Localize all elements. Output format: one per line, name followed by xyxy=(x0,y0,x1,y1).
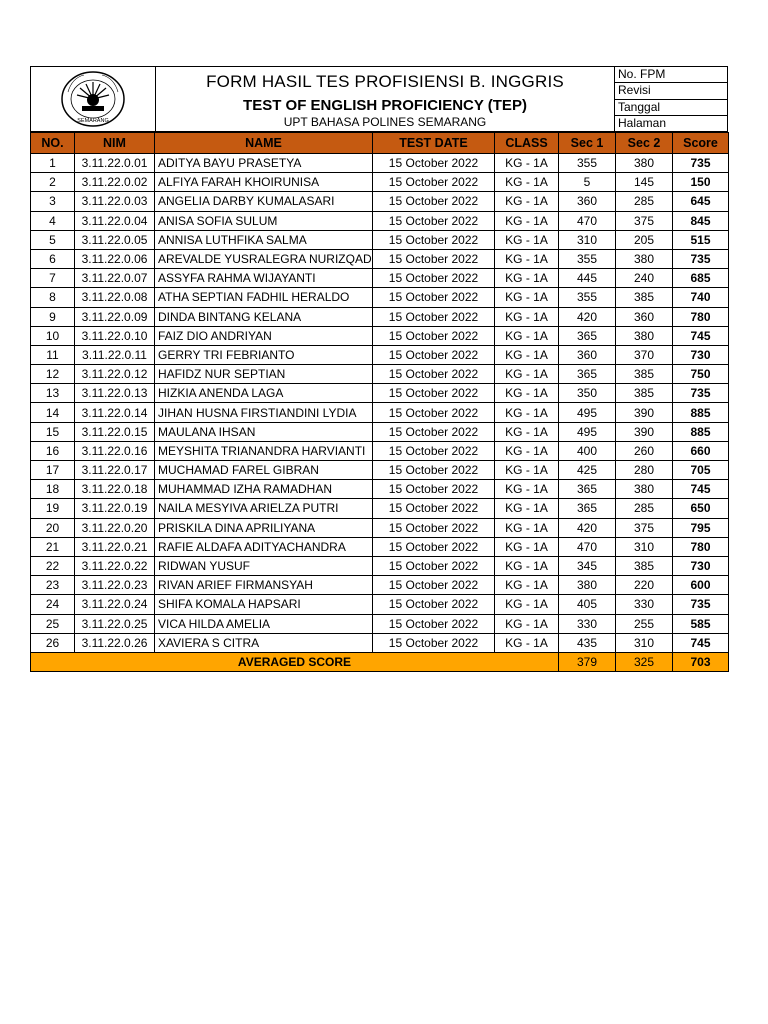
cell-sec1: 365 xyxy=(559,480,616,499)
table-row xyxy=(31,154,729,173)
cell-no: 3 xyxy=(31,192,75,211)
cell-score: 735 xyxy=(673,154,729,173)
cell-nim: 3.11.22.0.16 xyxy=(75,441,155,460)
cell-class: KG - 1A xyxy=(495,461,559,480)
cell-sec2: 205 xyxy=(616,230,673,249)
cell-sec1: 310 xyxy=(559,230,616,249)
cell-nim: 3.11.22.0.20 xyxy=(75,518,155,537)
table-header-row xyxy=(31,133,729,154)
cell-name: ANGELIA DARBY KUMALASARI xyxy=(155,192,373,211)
cell-nim: 3.11.22.0.02 xyxy=(75,173,155,192)
cell-score: 660 xyxy=(673,441,729,460)
cell-score: 745 xyxy=(673,633,729,652)
cell-nim: 3.11.22.0.05 xyxy=(75,230,155,249)
cell-class: KG - 1A xyxy=(495,288,559,307)
cell-sec2: 330 xyxy=(616,595,673,614)
cell-no: 16 xyxy=(31,441,75,460)
cell-nim: 3.11.22.0.11 xyxy=(75,345,155,364)
table-row xyxy=(31,307,729,326)
cell-no: 23 xyxy=(31,576,75,595)
logo-text-bottom: SEMARANG xyxy=(77,118,109,124)
averaged-sec1: 379 xyxy=(559,652,616,671)
form-header xyxy=(30,66,728,132)
cell-sec1: 495 xyxy=(559,422,616,441)
cell-score: 735 xyxy=(673,384,729,403)
cell-class: KG - 1A xyxy=(495,384,559,403)
cell-test-date: 15 October 2022 xyxy=(373,633,495,652)
cell-no: 4 xyxy=(31,211,75,230)
cell-sec2: 385 xyxy=(616,365,673,384)
cell-class: KG - 1A xyxy=(495,633,559,652)
cell-score: 645 xyxy=(673,192,729,211)
cell-name: AREVALDE YUSRALEGRA NURIZQAD xyxy=(155,249,373,268)
cell-name: VICA HILDA AMELIA xyxy=(155,614,373,633)
table-body xyxy=(31,154,729,653)
cell-name: SHIFA KOMALA HAPSARI xyxy=(155,595,373,614)
cell-class: KG - 1A xyxy=(495,173,559,192)
table-row xyxy=(31,173,729,192)
cell-test-date: 15 October 2022 xyxy=(373,345,495,364)
cell-nim: 3.11.22.0.13 xyxy=(75,384,155,403)
cell-no: 11 xyxy=(31,345,75,364)
table-row xyxy=(31,326,729,345)
form-title: FORM HASIL TES PROFISIENSI B. INGGRIS xyxy=(206,72,564,91)
cell-no: 22 xyxy=(31,556,75,575)
cell-sec2: 380 xyxy=(616,154,673,173)
cell-nim: 3.11.22.0.23 xyxy=(75,576,155,595)
cell-name: FAIZ DIO ANDRIYAN xyxy=(155,326,373,345)
cell-test-date: 15 October 2022 xyxy=(373,518,495,537)
cell-test-date: 15 October 2022 xyxy=(373,307,495,326)
table-row xyxy=(31,576,729,595)
cell-name: ANNISA LUTHFIKA SALMA xyxy=(155,230,373,249)
table-row xyxy=(31,633,729,652)
cell-name: MUCHAMAD FAREL GIBRAN xyxy=(155,461,373,480)
cell-class: KG - 1A xyxy=(495,422,559,441)
cell-nim: 3.11.22.0.12 xyxy=(75,365,155,384)
cell-nim: 3.11.22.0.10 xyxy=(75,326,155,345)
cell-no: 2 xyxy=(31,173,75,192)
cell-sec1: 365 xyxy=(559,326,616,345)
cell-class: KG - 1A xyxy=(495,154,559,173)
cell-sec2: 380 xyxy=(616,249,673,268)
cell-name: NAILA MESYIVA ARIELZA PUTRI xyxy=(155,499,373,518)
cell-nim: 3.11.22.0.18 xyxy=(75,480,155,499)
cell-sec2: 220 xyxy=(616,576,673,595)
cell-sec2: 375 xyxy=(616,211,673,230)
cell-sec2: 280 xyxy=(616,461,673,480)
cell-sec1: 400 xyxy=(559,441,616,460)
averaged-label: AVERAGED SCORE xyxy=(31,652,559,671)
cell-sec2: 375 xyxy=(616,518,673,537)
cell-class: KG - 1A xyxy=(495,192,559,211)
col-name: NAME xyxy=(155,133,373,154)
polines-logo-icon xyxy=(60,70,126,128)
cell-test-date: 15 October 2022 xyxy=(373,537,495,556)
cell-class: KG - 1A xyxy=(495,230,559,249)
cell-score: 845 xyxy=(673,211,729,230)
form-unit: UPT BAHASA POLINES SEMARANG xyxy=(283,115,487,129)
cell-score: 745 xyxy=(673,480,729,499)
cell-sec2: 310 xyxy=(616,633,673,652)
cell-test-date: 15 October 2022 xyxy=(373,595,495,614)
cell-score: 685 xyxy=(673,269,729,288)
cell-sec2: 285 xyxy=(616,192,673,211)
cell-sec1: 435 xyxy=(559,633,616,652)
col-class: CLASS xyxy=(495,133,559,154)
table-row xyxy=(31,556,729,575)
cell-score: 750 xyxy=(673,365,729,384)
form-subtitle: TEST OF ENGLISH PROFICIENCY (TEP) xyxy=(243,97,527,114)
cell-nim: 3.11.22.0.14 xyxy=(75,403,155,422)
table-row xyxy=(31,345,729,364)
cell-no: 8 xyxy=(31,288,75,307)
table-row xyxy=(31,384,729,403)
cell-nim: 3.11.22.0.06 xyxy=(75,249,155,268)
cell-score: 705 xyxy=(673,461,729,480)
meta-halaman: Halaman xyxy=(618,115,667,130)
cell-sec2: 285 xyxy=(616,499,673,518)
cell-no: 17 xyxy=(31,461,75,480)
cell-score: 795 xyxy=(673,518,729,537)
cell-class: KG - 1A xyxy=(495,480,559,499)
cell-sec1: 365 xyxy=(559,365,616,384)
cell-sec2: 380 xyxy=(616,480,673,499)
cell-no: 9 xyxy=(31,307,75,326)
tep-result-form xyxy=(30,66,728,672)
table-row xyxy=(31,480,729,499)
cell-class: KG - 1A xyxy=(495,576,559,595)
cell-name: RAFIE ALDAFA ADITYACHANDRA xyxy=(155,537,373,556)
col-sec2: Sec 2 xyxy=(616,133,673,154)
cell-nim: 3.11.22.0.15 xyxy=(75,422,155,441)
cell-class: KG - 1A xyxy=(495,595,559,614)
cell-score: 600 xyxy=(673,576,729,595)
cell-name: ADITYA BAYU PRASETYA xyxy=(155,154,373,173)
cell-nim: 3.11.22.0.08 xyxy=(75,288,155,307)
cell-class: KG - 1A xyxy=(495,211,559,230)
cell-no: 18 xyxy=(31,480,75,499)
cell-sec1: 470 xyxy=(559,211,616,230)
cell-test-date: 15 October 2022 xyxy=(373,441,495,460)
cell-nim: 3.11.22.0.09 xyxy=(75,307,155,326)
cell-nim: 3.11.22.0.07 xyxy=(75,269,155,288)
cell-sec1: 495 xyxy=(559,403,616,422)
cell-class: KG - 1A xyxy=(495,556,559,575)
cell-name: MEYSHITA TRIANANDRA HARVIANTI xyxy=(155,441,373,460)
cell-class: KG - 1A xyxy=(495,537,559,556)
cell-score: 735 xyxy=(673,595,729,614)
cell-test-date: 15 October 2022 xyxy=(373,249,495,268)
cell-no: 13 xyxy=(31,384,75,403)
table-row xyxy=(31,192,729,211)
cell-class: KG - 1A xyxy=(495,326,559,345)
cell-sec2: 145 xyxy=(616,173,673,192)
cell-sec1: 360 xyxy=(559,192,616,211)
cell-sec2: 260 xyxy=(616,441,673,460)
cell-score: 780 xyxy=(673,307,729,326)
col-score: Score xyxy=(673,133,729,154)
table-row xyxy=(31,230,729,249)
cell-class: KG - 1A xyxy=(495,518,559,537)
table-row xyxy=(31,269,729,288)
cell-test-date: 15 October 2022 xyxy=(373,192,495,211)
cell-sec1: 365 xyxy=(559,499,616,518)
cell-sec2: 390 xyxy=(616,403,673,422)
cell-sec1: 405 xyxy=(559,595,616,614)
title-cell xyxy=(156,67,614,131)
cell-sec2: 385 xyxy=(616,288,673,307)
cell-no: 6 xyxy=(31,249,75,268)
cell-name: JIHAN HUSNA FIRSTIANDINI LYDIA xyxy=(155,403,373,422)
cell-score: 150 xyxy=(673,173,729,192)
cell-no: 25 xyxy=(31,614,75,633)
cell-class: KG - 1A xyxy=(495,365,559,384)
table-row xyxy=(31,461,729,480)
cell-no: 26 xyxy=(31,633,75,652)
cell-test-date: 15 October 2022 xyxy=(373,173,495,192)
cell-sec1: 380 xyxy=(559,576,616,595)
averaged-row xyxy=(31,652,729,671)
cell-nim: 3.11.22.0.22 xyxy=(75,556,155,575)
cell-name: ATHA SEPTIAN FADHIL HERALDO xyxy=(155,288,373,307)
cell-sec1: 470 xyxy=(559,537,616,556)
cell-name: GERRY TRI FEBRIANTO xyxy=(155,345,373,364)
cell-nim: 3.11.22.0.01 xyxy=(75,154,155,173)
cell-no: 24 xyxy=(31,595,75,614)
cell-test-date: 15 October 2022 xyxy=(373,154,495,173)
cell-sec1: 445 xyxy=(559,269,616,288)
cell-test-date: 15 October 2022 xyxy=(373,576,495,595)
meta-revisi: Revisi xyxy=(615,83,727,99)
cell-score: 650 xyxy=(673,499,729,518)
cell-class: KG - 1A xyxy=(495,499,559,518)
cell-nim: 3.11.22.0.21 xyxy=(75,537,155,556)
cell-score: 730 xyxy=(673,345,729,364)
cell-test-date: 15 October 2022 xyxy=(373,422,495,441)
table-row xyxy=(31,288,729,307)
cell-sec2: 310 xyxy=(616,537,673,556)
cell-sec2: 255 xyxy=(616,614,673,633)
cell-score: 735 xyxy=(673,249,729,268)
cell-nim: 3.11.22.0.17 xyxy=(75,461,155,480)
cell-sec2: 385 xyxy=(616,556,673,575)
table-row xyxy=(31,499,729,518)
cell-class: KG - 1A xyxy=(495,614,559,633)
cell-score: 730 xyxy=(673,556,729,575)
cell-nim: 3.11.22.0.03 xyxy=(75,192,155,211)
cell-nim: 3.11.22.0.25 xyxy=(75,614,155,633)
cell-sec1: 355 xyxy=(559,249,616,268)
cell-name: PRISKILA DINA APRILIYANA xyxy=(155,518,373,537)
cell-sec2: 360 xyxy=(616,307,673,326)
cell-no: 1 xyxy=(31,154,75,173)
cell-class: KG - 1A xyxy=(495,307,559,326)
col-no: NO. xyxy=(31,133,75,154)
cell-sec2: 370 xyxy=(616,345,673,364)
cell-sec1: 345 xyxy=(559,556,616,575)
cell-name: ALFIYA FARAH KHOIRUNISA xyxy=(155,173,373,192)
table-row xyxy=(31,365,729,384)
cell-nim: 3.11.22.0.04 xyxy=(75,211,155,230)
table-row xyxy=(31,614,729,633)
cell-test-date: 15 October 2022 xyxy=(373,326,495,345)
meta-cell xyxy=(614,67,727,131)
cell-sec1: 425 xyxy=(559,461,616,480)
cell-test-date: 15 October 2022 xyxy=(373,211,495,230)
cell-score: 885 xyxy=(673,403,729,422)
averaged-sec2: 325 xyxy=(616,652,673,671)
cell-no: 5 xyxy=(31,230,75,249)
cell-sec1: 350 xyxy=(559,384,616,403)
cell-sec1: 355 xyxy=(559,154,616,173)
cell-class: KG - 1A xyxy=(495,403,559,422)
cell-no: 21 xyxy=(31,537,75,556)
cell-sec1: 420 xyxy=(559,307,616,326)
cell-name: DINDA BINTANG KELANA xyxy=(155,307,373,326)
cell-sec2: 390 xyxy=(616,422,673,441)
cell-test-date: 15 October 2022 xyxy=(373,480,495,499)
cell-score: 585 xyxy=(673,614,729,633)
cell-sec2: 240 xyxy=(616,269,673,288)
cell-test-date: 15 October 2022 xyxy=(373,614,495,633)
table-row xyxy=(31,441,729,460)
cell-no: 20 xyxy=(31,518,75,537)
cell-test-date: 15 October 2022 xyxy=(373,556,495,575)
cell-no: 15 xyxy=(31,422,75,441)
cell-class: KG - 1A xyxy=(495,441,559,460)
cell-name: HIZKIA ANENDA LAGA xyxy=(155,384,373,403)
table-row xyxy=(31,595,729,614)
cell-score: 780 xyxy=(673,537,729,556)
table-row xyxy=(31,249,729,268)
cell-class: KG - 1A xyxy=(495,269,559,288)
cell-sec1: 360 xyxy=(559,345,616,364)
cell-test-date: 15 October 2022 xyxy=(373,461,495,480)
cell-no: 19 xyxy=(31,499,75,518)
cell-sec1: 330 xyxy=(559,614,616,633)
cell-sec2: 385 xyxy=(616,384,673,403)
cell-name: ANISA SOFIA SULUM xyxy=(155,211,373,230)
averaged-score: 703 xyxy=(673,652,729,671)
table-row xyxy=(31,537,729,556)
cell-test-date: 15 October 2022 xyxy=(373,269,495,288)
cell-no: 12 xyxy=(31,365,75,384)
cell-name: ASSYFA RAHMA WIJAYANTI xyxy=(155,269,373,288)
cell-sec1: 420 xyxy=(559,518,616,537)
cell-nim: 3.11.22.0.26 xyxy=(75,633,155,652)
cell-score: 885 xyxy=(673,422,729,441)
cell-no: 10 xyxy=(31,326,75,345)
cell-no: 14 xyxy=(31,403,75,422)
cell-sec1: 5 xyxy=(559,173,616,192)
cell-score: 515 xyxy=(673,230,729,249)
cell-test-date: 15 October 2022 xyxy=(373,403,495,422)
cell-name: MUHAMMAD IZHA RAMADHAN xyxy=(155,480,373,499)
cell-no: 7 xyxy=(31,269,75,288)
table-row xyxy=(31,422,729,441)
score-table xyxy=(30,132,729,672)
table-row xyxy=(31,403,729,422)
cell-name: XAVIERA S CITRA xyxy=(155,633,373,652)
meta-no-fpm: No. FPM xyxy=(615,67,727,83)
col-test-date: TEST DATE xyxy=(373,133,495,154)
cell-sec1: 355 xyxy=(559,288,616,307)
cell-test-date: 15 October 2022 xyxy=(373,384,495,403)
col-sec1: Sec 1 xyxy=(559,133,616,154)
cell-class: KG - 1A xyxy=(495,249,559,268)
cell-score: 745 xyxy=(673,326,729,345)
cell-name: RIVAN ARIEF FIRMANSYAH xyxy=(155,576,373,595)
cell-name: HAFIDZ NUR SEPTIAN xyxy=(155,365,373,384)
table-row xyxy=(31,211,729,230)
table-row xyxy=(31,518,729,537)
cell-test-date: 15 October 2022 xyxy=(373,365,495,384)
logo-cell xyxy=(31,67,156,131)
cell-score: 740 xyxy=(673,288,729,307)
cell-nim: 3.11.22.0.19 xyxy=(75,499,155,518)
col-nim: NIM xyxy=(75,133,155,154)
cell-name: MAULANA IHSAN xyxy=(155,422,373,441)
cell-nim: 3.11.22.0.24 xyxy=(75,595,155,614)
cell-name: RIDWAN YUSUF xyxy=(155,556,373,575)
cell-sec2: 380 xyxy=(616,326,673,345)
cell-class: KG - 1A xyxy=(495,345,559,364)
cell-test-date: 15 October 2022 xyxy=(373,230,495,249)
cell-test-date: 15 October 2022 xyxy=(373,499,495,518)
cell-test-date: 15 October 2022 xyxy=(373,288,495,307)
meta-tanggal: Tanggal xyxy=(615,100,727,116)
